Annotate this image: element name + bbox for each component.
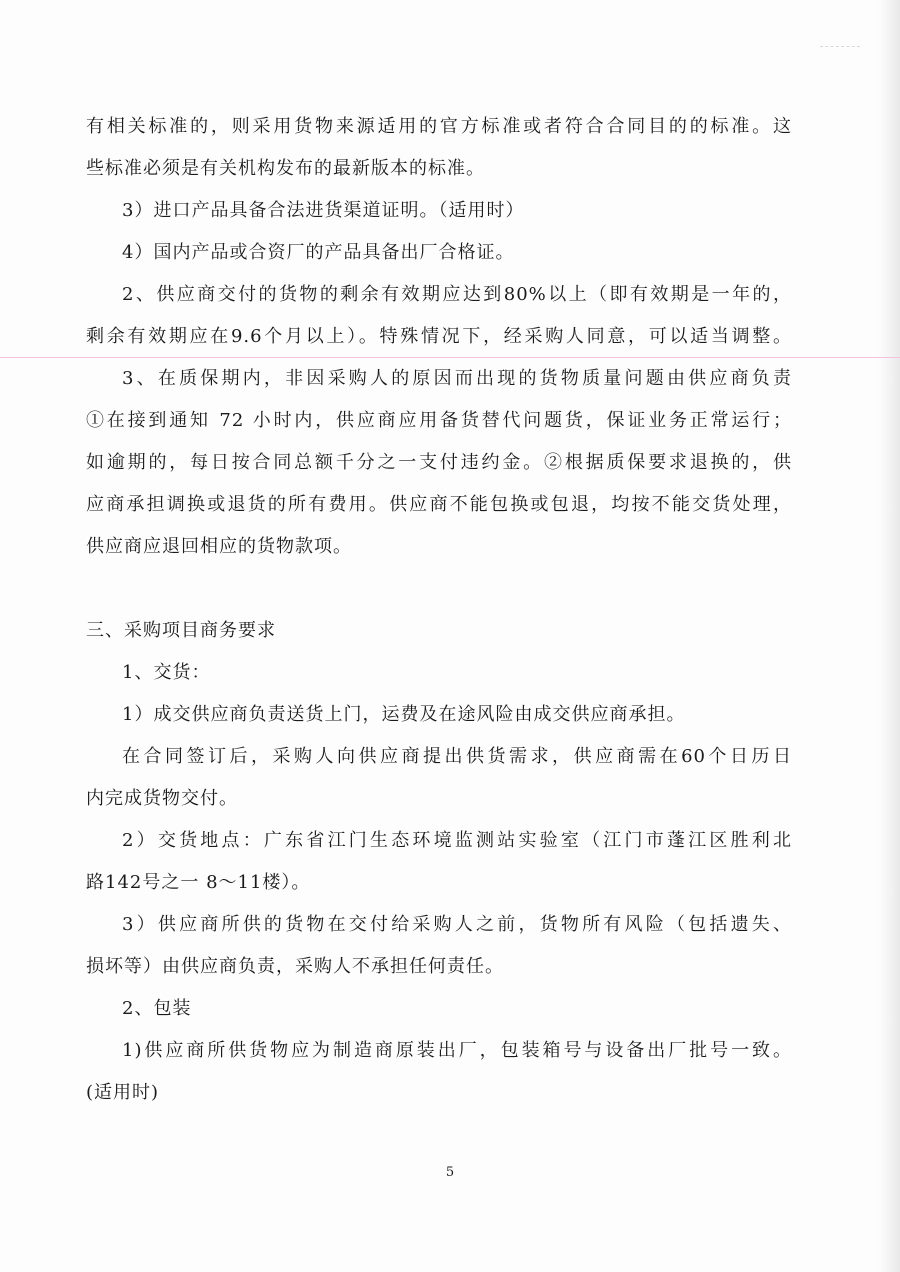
paragraph-line: 内完成货物交付。 [86,788,238,809]
section-spacer [86,568,792,610]
subsection-heading: 1、交货： [122,662,211,683]
paragraph-line: 应商承担调换或退货的所有费用。供应商不能包换或包退，均按不能交货处理， [86,494,792,515]
document-body [86,106,792,1114]
paragraph-line: 些标准必须是有关机构发布的最新版本的标准。 [86,158,485,179]
paragraph-line: 3、在质保期内，非因采购人的原因而出现的货物质量问题由供应商负责 [122,368,792,389]
section-heading: 三、采购项目商务要求 [86,620,276,641]
paragraph-line: 损坏等）由供应商负责，采购人不承担任何责任。 [86,956,504,977]
paragraph-line: ①在接到通知 72 小时内，供应商应用备货替代问题货，保证业务正常运行； [86,410,792,431]
scan-corner-mark [820,46,860,47]
paragraph-line: (适用时) [86,1082,160,1103]
paragraph-line: 1）成交供应商负责送货上门，运费及在途风险由成交供应商承担。 [122,704,686,725]
page-number: 5 [445,1165,455,1180]
paragraph-line: 3）进口产品具备合法进货渠道证明。（适用时） [122,200,525,221]
paragraph-line: 在合同签订后，采购人向供应商提出供货需求，供应商需在60个日历日 [122,746,792,767]
paragraph-line: 1)供应商所供货物应为制造商原装出厂，包装箱号与设备出厂批号一致。 [122,1040,792,1061]
paragraph-line: 供应商应退回相应的货物款项。 [86,536,352,557]
paragraph-line: 4）国内产品或合资厂的产品具备出厂合格证。 [122,242,515,263]
paragraph-line: 剩余有效期应在9.6个月以上）。特殊情况下，经采购人同意，可以适当调整。 [86,326,792,347]
paragraph-line: 2、供应商交付的货物的剩余有效期应达到80%以上（即有效期是一年的， [122,284,792,305]
subsection-heading: 2、包装 [122,998,192,1019]
paragraph-line: 3）供应商所供的货物在交付给采购人之前，货物所有风险（包括遗失、 [122,914,792,935]
paragraph-line: 路142号之一 8～11楼）。 [86,872,311,893]
scan-edge-shadow [878,0,900,1272]
paragraph-line: 2）交货地点：广东省江门生态环境监测站实验室（江门市蓬江区胜利北 [122,830,792,851]
paragraph-line: 如逾期的，每日按合同总额千分之一支付违约金。②根据质保要求退换的，供 [86,452,792,473]
paragraph-line: 有相关标准的，则采用货物来源适用的官方标准或者符合合同目的的标准。这 [86,116,792,137]
